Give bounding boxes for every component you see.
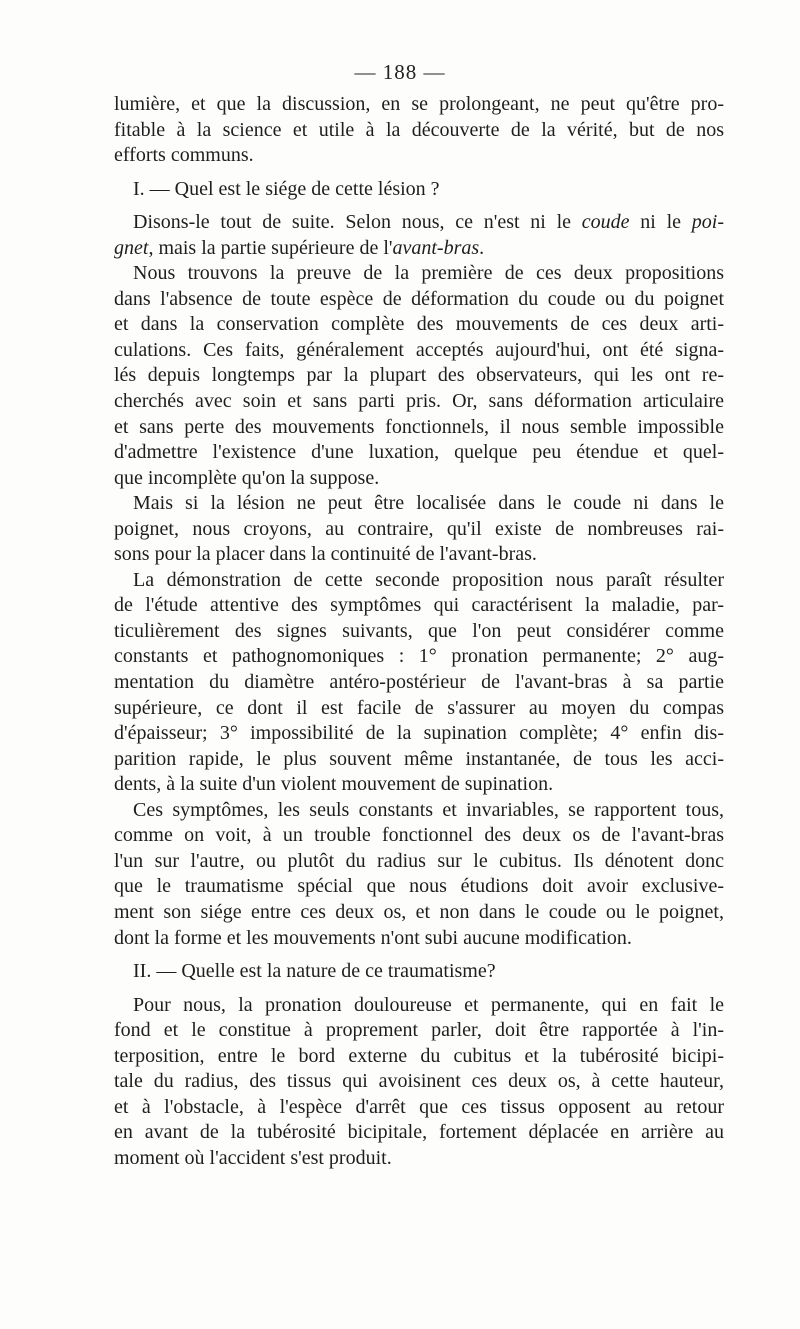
italic-term: coude [581,211,630,234]
paragraph-line: Disons-le tout de suite. Selon nous, ce n'est ni le coude ni le poi- [133,211,724,234]
paragraph-line: comme on voit, à un trouble fonctionnel des deux os de l'avant-bras [114,824,724,847]
paragraph-line: sons pour la placer dans la continuité de l'avant-bras. [114,543,537,566]
paragraph-line: fond et le constitue à proprement parler, doit être rapportée à l'in- [114,1019,724,1042]
paragraph-line: terposition, entre le bord externe du cubitus et la tubérosité bicipi- [114,1044,724,1067]
paragraph-line: dans l'absence de toute espèce de déformation du coude ou du poignet [114,287,724,310]
paragraph-line: efforts communs. [114,144,254,167]
paragraph-line: Ces symptômes, les seuls constants et invariables, se rapportent tous, [133,798,724,821]
section-heading-2: II. — Quelle est la nature de ce traumatisme? [133,960,496,983]
paragraph-line: et dans la conservation complète des mouvements de ces deux arti- [114,313,724,336]
paragraph-line: lés depuis longtemps par la plupart des observateurs, qui les ont re- [114,364,724,387]
italic-term: gnet [114,236,149,259]
paragraph-line: l'un sur l'autre, ou plutôt du radius sur le cubitus. Ils dénotent donc [114,849,724,872]
paragraph-line: constants et pathognomoniques : 1° pronation permanente; 2° aug- [114,645,724,668]
paragraph-line: dents, à la suite d'un violent mouvement de supination. [114,773,554,796]
paragraph-line: ticulièrement des signes suivants, que l'on peut considérer comme [114,619,724,642]
paragraph-line: mentation du diamètre antéro-postérieur de l'avant-bras à sa partie [114,671,724,694]
paragraph-line: de l'étude attentive des symptômes qui caractérisent la maladie, par- [114,594,724,617]
paragraph-line: que incomplète qu'on la suppose. [114,466,380,489]
paragraph-line: Mais si la lésion ne peut être localisée dans le coude ni dans le [133,492,724,515]
paragraph-line: que le traumatisme spécial que nous étudions doit avoir exclusive- [114,875,724,898]
paragraph-line: lumière, et que la discussion, en se prolongeant, ne peut qu'être pro- [114,93,724,115]
italic-term: avant-bras [392,236,480,259]
paragraph-line: supérieure, ce dont il est facile de s'assurer au moyen du compas [114,696,724,719]
paragraph-line: La démonstration de cette seconde proposition nous paraît résulter [133,568,724,591]
paragraph-line: poignet, nous croyons, au contraire, qu'il existe de nombreuses rai- [114,517,724,540]
italic-term: poi- [691,211,724,234]
body-text [114,92,724,1171]
paragraph-line: gnet, mais la partie supérieure de l'avant-bras. [114,236,485,259]
paragraph-line: et sans perte des mouvements fonctionnels, il nous semble impossible [114,415,724,438]
paragraph-line: dont la forme et les mouvements n'ont subi aucune modification. [114,926,632,949]
paragraph-line: en avant de la tubérosité bicipitale, fortement déplacée en arrière au [114,1121,724,1144]
paragraph-line: ment son siége entre ces deux os, et non dans le coude ou le poignet, [114,900,724,923]
paragraph-line: et à l'obstacle, à l'espèce d'arrêt que ces tissus opposent au retour [114,1095,724,1118]
paragraph-line: d'admettre l'existence d'une luxation, quelque peu étendue et quel- [114,441,724,464]
paragraph-line: Nous trouvons la preuve de la première de ces deux propositions [133,262,724,285]
paragraph-line: cherchés avec soin et sans parti pris. Or, sans déformation articulaire [114,390,724,413]
section-heading-1: I. — Quel est le siége de cette lésion ? [133,177,440,200]
paragraph-line: tale du radius, des tissus qui avoisinent ces deux os, à cette hauteur, [114,1070,724,1093]
paragraph-line: d'épaisseur; 3° impossibilité de la supination complète; 4° enfin dis- [114,722,724,745]
paragraph-line: fitable à la science et utile à la découverte de la vérité, but de nos [114,118,724,141]
paragraph-line: Pour nous, la pronation douloureuse et permanente, qui en fait le [133,993,724,1016]
paragraph-line: parition rapide, le plus souvent même instantanée, de tous les acci- [114,747,724,770]
paragraph-line: culations. Ces faits, généralement acceptés aujourd'hui, ont été signa- [114,338,724,361]
paragraph-line: moment où l'accident s'est produit. [114,1146,392,1169]
page-number: — 188 — [354,60,446,84]
